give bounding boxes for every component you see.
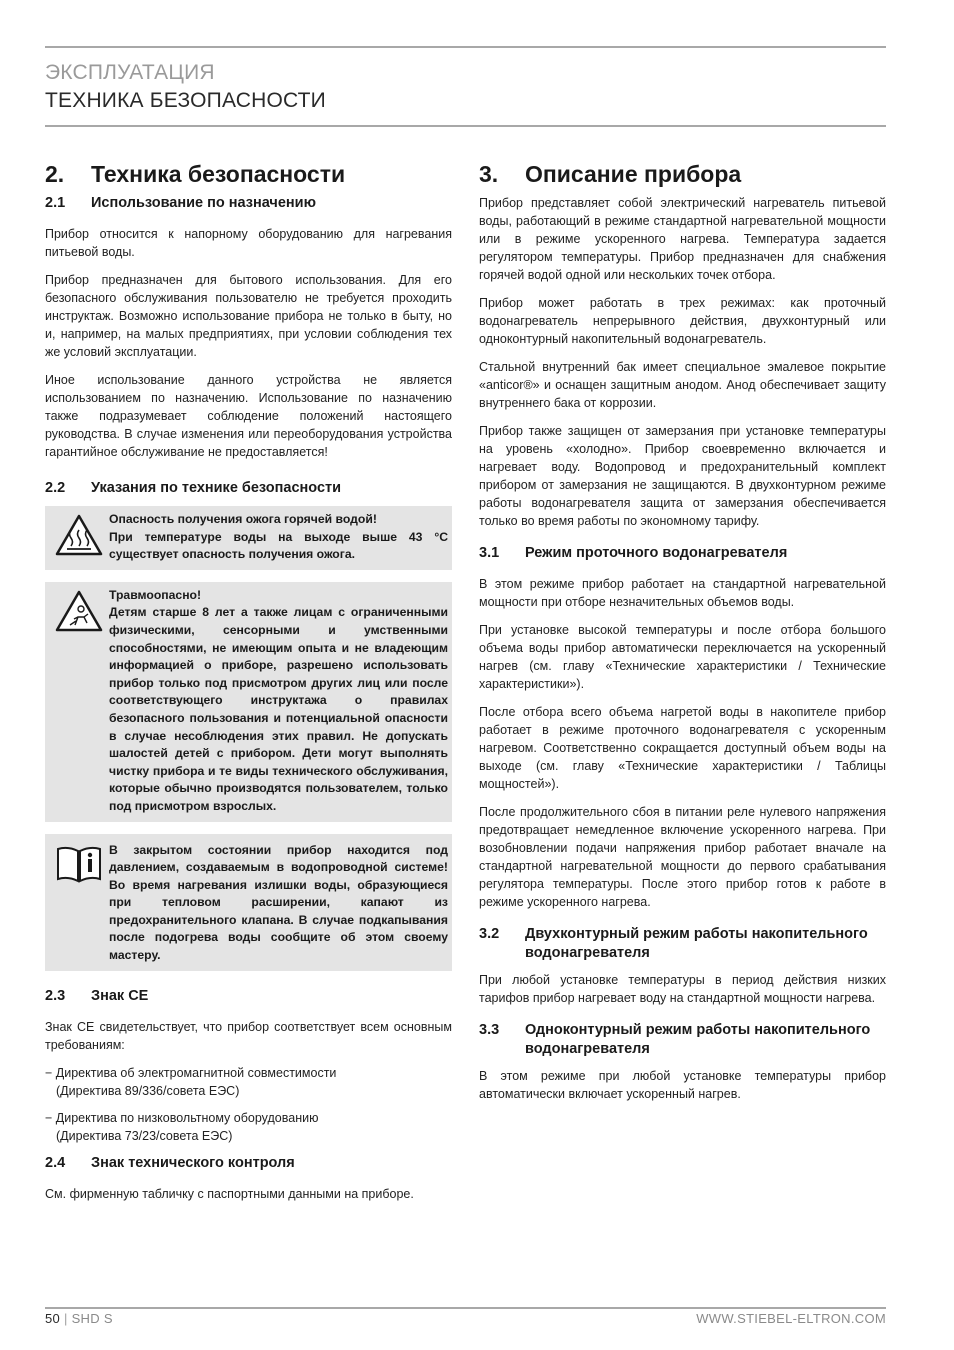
section-title: Режим проточного водонагревателя [525,545,788,561]
section-title: Использование по назначению [91,195,316,211]
section-2-3-heading [45,987,452,1006]
section-2-1-heading [45,194,452,213]
paragraph: Прибор предназначен для бытового использования. Для его безопасного обслуживания пользователю не требуется проходить инструктаж. Возможно использование прибора не только в быту, но и, например, на малых предприятиях, при условии соблюдения тех же условий эксплуатации. [45,273,452,359]
header-bottom-rule [45,125,886,127]
paragraph: Прибор может работать в трех режимах: как проточный водонагреватель непрерывного действия, двухконтурный или одноконтурный накопительный водонагреватель. [479,296,886,346]
paragraph: При любой установке температуры в период действия низких тарифов прибор нагревает воду на стандартной мощности нагрева. [479,973,886,1005]
list-item-line: − Директива об электромагнитной совместимости [45,1065,337,1080]
info-note-box [45,834,452,971]
section-number: 2. [45,161,65,187]
header-page-title: ТЕХНИКА БЕЗОПАСНОСТИ [45,89,326,112]
footer-rule [45,1307,886,1309]
section-number: 3.1 [479,545,500,561]
hot-water-warning-box [45,506,452,570]
paragraph: Иное использование данного устройства не является использованием по назначению. Использование по назначению также подразумевает соблюдение положений настоящего руководства. В случае изменения или переоборудования устройства гарантийное обслуживание не предоставляется! [45,373,452,459]
paragraph: В этом режиме при любой установке температуры прибор автоматически включает ускоренный нагрев. [479,1069,886,1101]
paragraph: После продолжительного сбоя в питании реле нулевого напряжения предотвращает немедленное включение ускоренного нагрева. При возобновлении подачи напряжения прибор работает вначале на стандартной нагревательной мощности до первого срабатывания регулятора температуры. После этого прибор готов к работе в режиме ускоренного нагрева. [479,805,886,909]
section-3-1-heading [479,544,886,563]
warning-text: При температуре воды на выходе выше 43 °C существует опасность получения ожога. [109,529,448,562]
list-item-line: (Директива 89/336/совета ЕЭС) [56,1083,240,1098]
section-3-2-heading [479,925,886,963]
section-number: 2.3 [45,987,66,1004]
section-2-4-heading [45,1154,452,1173]
hot-surface-warning-icon [49,511,109,564]
section-number: 2.4 [45,1154,66,1171]
paragraph: Прибор также защищен от замерзания при установке температуры на уровень «холодно». Прибор своевременно включается и нагревает воду. Водопровод и предохранительный комплект прибором от замерзания не защищаются. В двухконтурном режиме работы водонагревателя защита от замерзания обеспечивается только во время работы по экономному тарифу. [479,424,886,528]
injury-warning-icon [49,587,109,816]
header-section-label: ЭКСПЛУАТАЦИЯ [45,61,215,84]
paragraph: Знак CE свидетельствует, что прибор соответствует всем основным требованиям: [45,1019,452,1052]
page-number: 50 [45,1311,61,1326]
left-column [45,160,452,1213]
warning-title: Опасность получения ожога горячей водой! [109,512,377,526]
section-title: Указания по технике безопасности [91,480,342,496]
list-item-line: (Директива 73/23/совета ЕЭС) [56,1128,233,1143]
header-top-rule [45,46,886,48]
model-name: SHD S [71,1311,113,1326]
paragraph: Прибор представляет собой электрический нагреватель питьевой воды, работающий в режиме стандартной нагревательной мощности или в режиме ускоренного нагрева. Температура задается регулятором температуры. Прибор предназначен для снабжения горячей водой одной или нескольких точек отбора. [479,196,886,282]
section-2-2-heading [45,479,452,498]
section-title: Знак технического контроля [91,1154,295,1171]
section-number: 2.1 [45,195,66,211]
section-2-heading [45,160,452,188]
section-title: Двухконтурный режим работы накопительного водонагревателя [525,926,868,961]
section-number: 3.3 [479,1022,500,1038]
paragraph: См. фирменную табличку с паспортными данными на приборе. [45,1186,414,1201]
injury-warning-box [45,582,452,822]
footer-page-info: 50 | SHD S [45,1311,113,1326]
section-3-3-heading [479,1021,886,1059]
footer-website: WWW.STIEBEL-ELTRON.COM [696,1311,886,1326]
paragraph: При установке высокой температуры и после отбора большого объема воды прибор автоматически переключается на ускоренный нагрев (см. главу «Технические характеристики / Технические характеристики»). [479,623,886,691]
warning-text: Детям старше 8 лет а также лицам с ограниченными физическими, сенсорными и умственными способностями, не имеющим опыта и не владеющим информацией о приборе, разрешено использовать прибор только под присмотром других лиц или после соответствующего инструктажа о правилах безопасного пользования и потенциальной опасности в случае несоблюдения этих правил. Не допускать шалостей детей с прибором. Дети могут выполнять чистку прибора и те виды технического обслуживания, которые обычно производятся пользователем, только под присмотром взрослых. [109,605,448,813]
section-number: 2.2 [45,480,66,496]
section-title: Одноконтурный режим работы накопительного водонагревателя [525,1022,871,1057]
paragraph: Прибор относится к напорному оборудованию для нагревания питьевой воды. [45,227,452,259]
list-item-line: − Директива по низковольтному оборудованию [45,1110,319,1125]
paragraph: Стальной внутренний бак имеет специальное эмалевое покрытие «anticor®» и оснащен защитным анодом. Анод обеспечивает защиту внутреннего бака от коррозии. [479,360,886,410]
paragraph: В этом режиме прибор работает на стандартной нагревательной мощности при отборе незначительных объемов воды. [479,577,886,609]
section-number: 3.2 [479,926,500,942]
section-title: Описание прибора [525,161,742,187]
info-book-icon [49,842,109,965]
list-item [45,1109,452,1145]
list-item [45,1064,452,1100]
paragraph: После отбора всего объема нагретой воды в накопителе прибор работает в режиме проточного водонагревателя с ускоренным нагревом. Соответственно сокращается доступный объем воды на выходе (см. главу «Технические характеристики / Таблицы мощностей»). [479,705,886,791]
right-column [479,160,886,1113]
warning-title: Травмоопасно! [109,587,202,602]
info-text: В закрытом состоянии прибор находится под давлением, создаваемым в водопроводной системе! Во время нагревания излишки воды, образующиеся при тепловом расширении, капают из предохранительного клапана. В случае подкапывания после подогрева воды сообщите об этом своему мастеру. [109,842,448,963]
section-title: Знак CE [91,987,149,1004]
section-3-heading [479,160,886,188]
directive-list [45,1064,452,1145]
section-title: Техника безопасности [91,161,346,187]
section-number: 3. [479,161,499,187]
